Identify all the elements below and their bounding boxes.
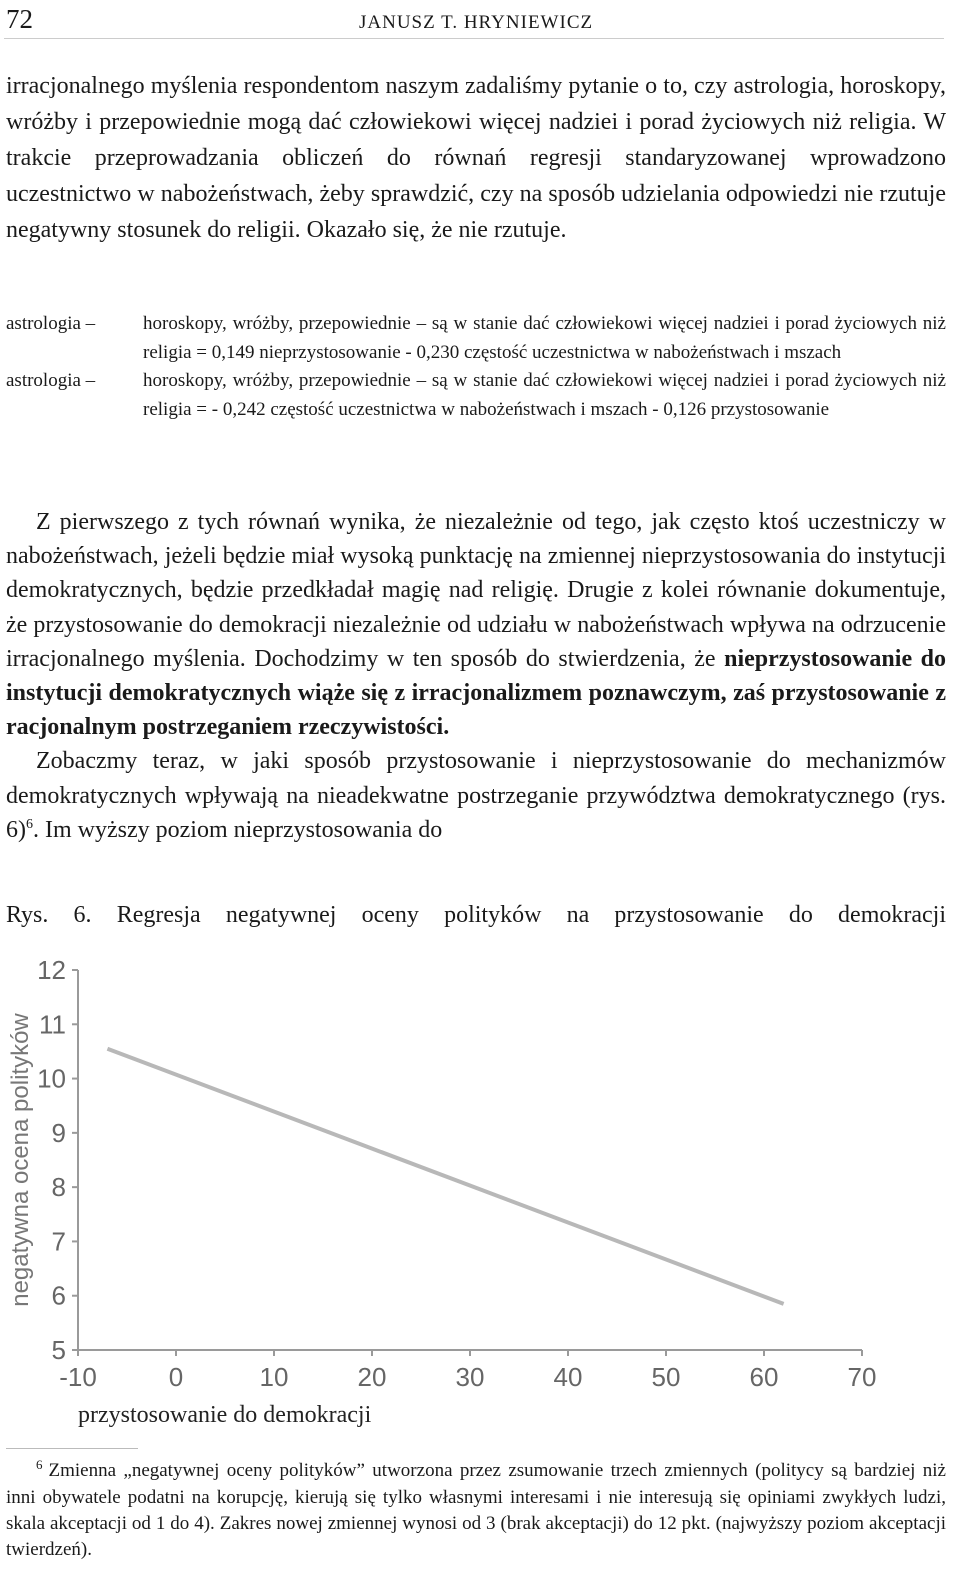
footnote-rule [6,1448,138,1449]
y-tick-label: 11 [39,1009,66,1040]
paragraph-2-body [6,505,946,744]
paragraph-3 [6,744,946,847]
x-tick-label: 10 [259,1362,289,1392]
footnote-text: Zmienna „negatywnej oceny polityków” utworzona przez zsumowanie trzech zmiennych (politycy są bardziej niż inni obywatele podatni na korupcję, kierują się tylko własnymi interesami i nie interesują się opiniami zwykłych ludzi, skala akceptacji od 1 do 4). Zakres nowej zmiennej wynosi od 3 (brak akceptacji) do 12 pkt. (najwyższy poziom akceptacji twierdzeń). [6,1460,946,1560]
y-tick-label: 9 [51,1117,66,1148]
x-axis-label: przystosowanie do demokracji [78,1402,372,1428]
equation-1 [6,310,946,367]
x-tick-label: 30 [455,1362,485,1392]
paragraph-2-text: Z pierwszego z tych równań wynika, że niezależnie od tego, jak często ktoś uczestniczy w nabożeństwach, jeżeli będzie miał wysoką punktację na zmiennej nieprzystosowania do instytucji demokratycznych, będzie przedkładał magię nad religię. Drugie z kolei równanie dokumentuje, że przystosowanie do demokracji niezależnie od udziału w nabożeństwach wpływa na odrzucenie irracjonalnego myślenia. Dochodzimy w ten sposób do stwierdzenia, że [6,509,946,672]
x-tick-label: 0 [168,1362,184,1392]
y-tick-label: 10 [37,1063,66,1094]
running-head: JANUSZ T. HRYNIEWICZ [359,12,594,33]
x-tick-label: 40 [553,1362,583,1392]
paragraph-2 [6,505,946,847]
footnote-body [6,1458,946,1563]
equation-2-text: horoskopy, wróżby, przepowiednie – są w stanie dać człowiekowi więcej nadziei i porad życiowych niż religia = - 0,242 częstość uczestnictwa w nabożeństwach i mszach - 0,126 przystosowanie [143,370,946,420]
figure-caption: Rys. 6. Regresja negatywnej oceny polityków na przystosowanie do demokracji [6,902,946,928]
paragraph-3-text: Zobaczmy teraz, w jaki sposób przystosowanie i nieprzystosowanie do mechanizmów demokratycznych wpływają na nieadekwatne postrzeganie przywództwa demokratycznego (rys. 6) [6,748,946,843]
y-tick-label: 6 [51,1280,66,1311]
equation-1-label: astrologia – [6,313,96,334]
y-tick-label: 8 [51,1172,66,1203]
y-axis-label: negatywna ocena polityków [7,1013,34,1307]
footnote-ref[interactable]: 6 [26,816,33,832]
x-tick-label: -10 [59,1362,97,1392]
y-tick-label: 7 [51,1226,66,1257]
footnote [6,1458,946,1563]
equation-2 [6,367,946,424]
y-tick-label: 12 [37,955,66,985]
equation-1-text: horoskopy, wróżby, przepowiednie – są w stanie dać człowiekowi więcej nadziei i porad życiowych niż religia = 0,149 nieprzystosowanie - 0,230 częstość uczestnictwa w nabożeństwach i mszach [143,313,946,363]
regression-equations [6,310,946,424]
paragraph-2-bold: nieprzystosowanie do instytucji demokratycznych wiąże się z irracjonalizmem poznawczym, zaś przystosowanie z racjonalnym postrzeganiem rzeczywistości. [6,645,947,741]
x-tick-label: 50 [651,1362,681,1392]
regression-line [107,1049,783,1304]
x-tick-label: 60 [749,1362,779,1392]
x-tick-label: 20 [357,1362,387,1392]
paragraph-1: irracjonalnego myślenia respondentom naszym zadaliśmy pytanie o to, czy astrologia, horoskopy, wróżby i przepowiednie mogą dać człowiekowi więcej nadziei i porad życiowych niż religia. W trakcie przeprowadzania obliczeń do równań regresji standaryzowanej wprowadzono uczestnictwo w nabożeństwach, żeby sprawdzić, czy na sposób udzielania odpowiedzi nie rzutuje negatywny stosunek do religii. Okazało się, że nie rzutuje. [6,73,946,243]
x-tick-label: 70 [847,1362,877,1392]
page-number: 72 [6,4,33,34]
page-header [4,4,944,39]
footnote-number: 6 [36,1457,43,1472]
regression-chart [0,950,960,1440]
y-tick-label: 5 [51,1335,66,1365]
paragraph-3-tail: . Im wyższy poziom nieprzystosowania do [33,816,443,843]
equation-2-label: astrologia – [6,370,96,391]
